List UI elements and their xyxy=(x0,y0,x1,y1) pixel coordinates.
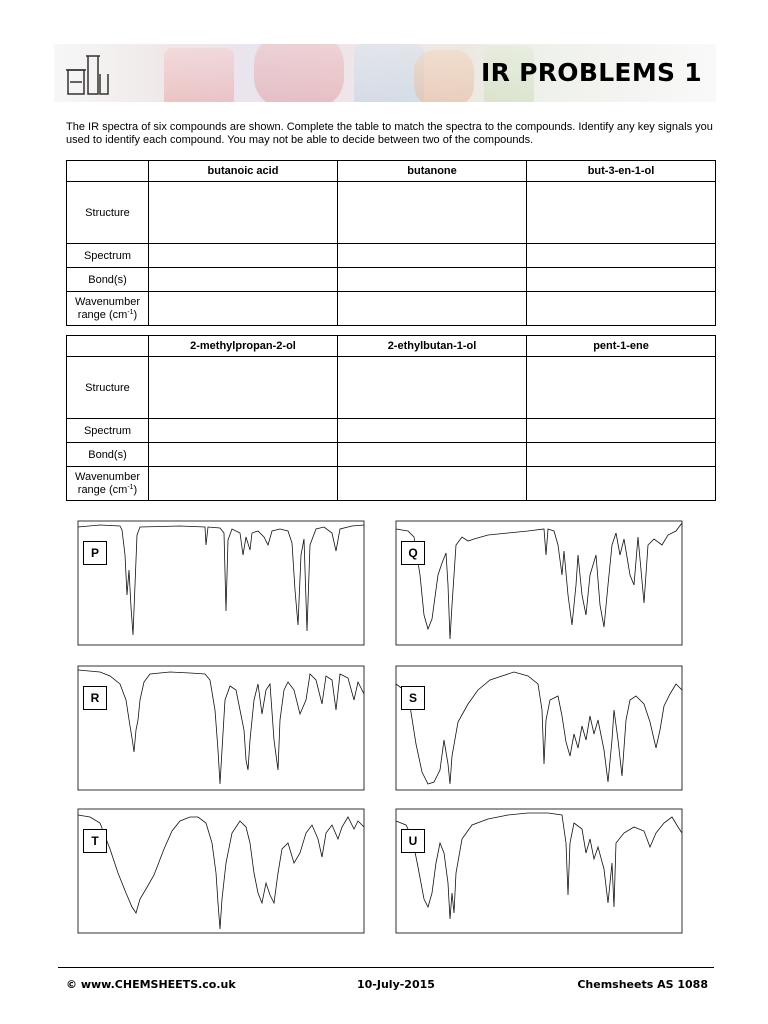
row-label-wavenumber xyxy=(67,467,149,501)
answer-cell[interactable] xyxy=(149,419,338,443)
answer-cell[interactable] xyxy=(338,467,527,501)
wavenumber-label: Wavenumber xyxy=(74,295,140,308)
row-label-spectrum: Spectrum xyxy=(67,419,149,443)
column-header: but-3-en-1-ol xyxy=(527,161,716,182)
answer-cell[interactable] xyxy=(149,467,338,501)
ir-spectrum-p xyxy=(60,515,368,650)
range-exponent: -1 xyxy=(127,483,134,491)
row-label-spectrum: Spectrum xyxy=(67,244,149,268)
spectrum-plot xyxy=(378,660,686,795)
spectrum-plot xyxy=(60,803,368,938)
row-label-bonds: Bond(s) xyxy=(67,268,149,292)
spectrum-plot xyxy=(378,803,686,938)
banner-decoration xyxy=(254,44,344,102)
row-label-bonds: Bond(s) xyxy=(67,443,149,467)
ir-spectrum-s xyxy=(378,660,686,795)
banner-decoration xyxy=(414,50,474,102)
answer-cell[interactable] xyxy=(527,244,716,268)
spectrum-label: U xyxy=(401,829,425,853)
answer-table-1 xyxy=(66,160,716,326)
ir-spectrum-u xyxy=(378,803,686,938)
range-exponent: -1 xyxy=(127,308,134,316)
footer-reference: Chemsheets AS 1088 xyxy=(577,978,708,991)
answer-cell[interactable] xyxy=(149,244,338,268)
answer-cell[interactable] xyxy=(527,357,716,419)
answer-cell[interactable] xyxy=(149,443,338,467)
column-header: 2-ethylbutan-1-ol xyxy=(338,336,527,357)
answer-cell[interactable] xyxy=(527,292,716,326)
page-title: IR PROBLEMS 1 xyxy=(480,58,702,87)
footer-copyright: © www.CHEMSHEETS.co.uk xyxy=(66,978,236,991)
answer-cell[interactable] xyxy=(527,182,716,244)
spectrum-label: S xyxy=(401,686,425,710)
answer-cell[interactable] xyxy=(149,268,338,292)
answer-cell[interactable] xyxy=(149,357,338,419)
range-label: range (cm xyxy=(77,308,128,321)
answer-cell[interactable] xyxy=(338,419,527,443)
instructions-text: The IR spectra of six compounds are shown. Complete the table to match the spectra to the compounds. Identify any key signals you used to identify each compound. You may not be able to decide between two of the compounds. xyxy=(66,121,713,146)
spectrum-plot xyxy=(60,660,368,795)
column-header: butanoic acid xyxy=(149,161,338,182)
ir-spectrum-r xyxy=(60,660,368,795)
spectrum-label: T xyxy=(83,829,107,853)
ir-spectrum-q xyxy=(378,515,686,650)
answer-cell[interactable] xyxy=(527,419,716,443)
spectrum-label: Q xyxy=(401,541,425,565)
wavenumber-label: Wavenumber xyxy=(74,470,140,483)
answer-table-2 xyxy=(66,335,716,501)
answer-cell[interactable] xyxy=(338,182,527,244)
column-header: butanone xyxy=(338,161,527,182)
footer-divider xyxy=(58,967,714,968)
column-header: 2-methylpropan-2-ol xyxy=(149,336,338,357)
answer-cell[interactable] xyxy=(149,182,338,244)
column-header: pent-1-ene xyxy=(527,336,716,357)
spectrum-plot xyxy=(60,515,368,650)
header-blank-cell xyxy=(67,161,149,182)
header-banner xyxy=(54,44,716,102)
lab-glassware-icon xyxy=(62,48,112,98)
spectrum-label: P xyxy=(83,541,107,565)
ir-spectrum-t xyxy=(60,803,368,938)
answer-cell[interactable] xyxy=(338,443,527,467)
answer-cell[interactable] xyxy=(338,357,527,419)
answer-cell[interactable] xyxy=(149,292,338,326)
row-label-structure: Structure xyxy=(67,357,149,419)
footer-date: 10-July-2015 xyxy=(357,978,435,991)
range-label: range (cm xyxy=(77,483,128,496)
banner-decoration xyxy=(164,48,234,102)
spectrum-label: R xyxy=(83,686,107,710)
answer-cell[interactable] xyxy=(527,467,716,501)
row-label-structure: Structure xyxy=(67,182,149,244)
answer-cell[interactable] xyxy=(338,292,527,326)
header-blank-cell xyxy=(67,336,149,357)
row-label-wavenumber xyxy=(67,292,149,326)
answer-cell[interactable] xyxy=(527,268,716,292)
range-close: ) xyxy=(133,308,138,321)
spectrum-plot xyxy=(378,515,686,650)
answer-cell[interactable] xyxy=(527,443,716,467)
answer-cell[interactable] xyxy=(338,244,527,268)
answer-cell[interactable] xyxy=(338,268,527,292)
range-close: ) xyxy=(133,483,138,496)
